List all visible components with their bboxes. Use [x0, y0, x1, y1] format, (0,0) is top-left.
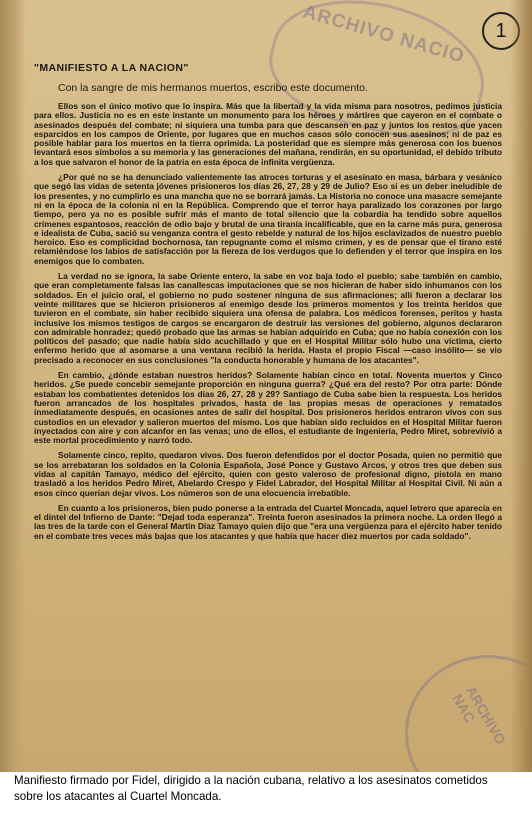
paragraph: En cuanto a los prisioneros, bien pudo ponerse a la entrada del Cuartel Moncada, aquel letrero que aparecía en el dintel del Infierno de Dante: "Dejad toda esperanza". Treinta fueron asesinados la primera noche. La orden llegó a las tres de la tarde con el General Martín Díaz Tamayo quien dijo que "era una vergüenza para el ejército haber tenido en el combate tres veces más bajas que los atacantes y que había que hacer diez muertos por cada soldado".	[34, 502, 502, 541]
archive-stamp-text: ARCHIVO NACIO	[300, 1, 467, 68]
paragraph: Solamente cinco, repito, quedaron vivos. Dos fueron defendidos por el doctor Posada, quien no permitió que se los arrebataran los soldados en la Colonia Española, José Ponce y Gustavo Arcos, y otros tres que deben sus vidas al capitán Tamayo, médico del ejército, quien con gesto valeroso de profesional digno, pistola en mano trasladó a los heridos Pedro Miret, Abelardo Crespo y Fidel Labrador, del Hospital Militar al Hospital Civil. Ni aún a esos cinco querían dejar vivos. Los números son de una elocuencia irrebatible.	[34, 450, 502, 498]
page-number: 1	[482, 12, 520, 50]
paragraph: En cambio, ¿dónde estaban nuestros heridos? Solamente habían cinco en total. Noventa muertos y Cinco heridos. ¿Se puede concebir semejante proporción en ninguna guerra? ¿Qué era del resto? Por otra parte: Dónde estaban los combatientes detenidos los días 26, 27, 28 y 29? Santiago de Cuba sabe bien la respuesta. Los heridos fueron arrancados de los hospitales privados, hasta de las propias mesas de operaciones y rematados inmediatamente después, en ocasiones antes de salir del hospital. Dos prisioneros heridos entraron vivos con sus custodios en un elevador y salieron muertos del mismo. Los que habían sido recluidos en el Hospital Militar fueron inyectados con aire y con alcanfor en las venas; uno de ellos, el estudiante de Ingeniería, Pedro Miret, sobrevivió a este mortal procedimiento y narró todo.	[34, 370, 502, 446]
bottom-stamp-text: ARCHIVO NAC	[449, 683, 510, 748]
manifesto-text	[34, 62, 502, 547]
document-intro: Con la sangre de mis hermanos muertos, escribo este documento.	[58, 82, 368, 94]
document-title: "MANIFIESTO A LA NACION"	[34, 62, 189, 74]
paragraph: La verdad no se ignora, la sabe Oriente entero, la sabe en voz baja todo el pueblo; sabe también en cambio, que eran completamente falsas las canallescas imputaciones que se nos hicieran de haber sido inhumanos con los soldados. En el juicio oral, el gobierno no pudo sostener ninguna de sus afirmaciones; allí fueron a declarar los veinte militares que se hicieron prisioneros al enemigo desde los primeros momentos y los treinta heridos que tuvieron en el combate, sin haber recibido siquiera una ofensa de palabra. Los médicos forenses, peritos y hasta inclusive los mismos testigos de cargos se encargaron de destruir las versiones del gobierno, algunos declararon con admirable honradez; quedó probado que las armas se habían adquirido en Cuba; que no había conexión con los políticos del pasado; que nadie había sido acuchillado y que en el Hospital Militar sólo hubo una víctima, cierto enfermo herido que al asomarse a una ventana recibió la herida. Hasta el propio Fiscal —caso insólito— se vio precisado a reconocer en sus conclusiones "la conducta honorable y humana de los atacantes".	[34, 271, 502, 365]
paragraph: ¿Por qué no se ha denunciado valientemente las atroces torturas y el asesinato en masa, bárbara y vesánico que segó las vidas de setenta jóvenes prisioneros los días 26, 27, 28 y 29 de Julio? Eso sí es un deber ineludible de los presentes, y no cumplirlo es una mancha que no se borrará jamás. La Historia no conoce una masacre semejante ni en la época de la colonia ni en la República. Comprendo que el terror haya paralizado los corazones por largo tiempo, pero ya no es posible sufrir más el manto de total silencio que la cobardía ha tendido sobre aquellos crímenes espantosos, reacción de odio bajo y brutal de una tiranía incalificable, que en la carne más pura, generosa e idealista de Cuba, sació su venganza contra el gesto rebelde y natural de los hijos esclavizados de nuestro pueblo heroico. Eso es complicidad bochornosa, tan repugnante como el mismo crimen, y es de pensar que el tirano esté relamiéndose los labios de satisfacción por la fiereza de los verdugos que lo defienden y el terror que inspira en los enemigos que lo combaten.	[34, 172, 502, 266]
paragraph: Ellos son el único motivo que lo inspira. Más que la libertad y la vida misma para nosotros, pedimos justicia para ellos. Justicia no es en este instante un monumento para los héroes y mártires que cayeron en el combate o asesinados después del combate; ni siquiera una tumba para que descansen en paz y juntos los restos que yacen esparcidos en los campos de Oriente, por lugares que en muchos casos sólo conocen sus asesinos; ni de paz es posible hablar para los muertos en la tierra oprimida. La posteridad que es siempre más generosa con los buenos levantará esos símbolos a su memoria y las generaciones del mañana, rendirán, en su oportunidad, el debido tributo a los que salvaron el honor de la patria en esta época de infinita vergüenza.	[34, 101, 502, 167]
image-caption: Manifiesto firmado por Fidel, dirigido a la nación cubana, relativo a los asesinatos cometidos sobre los atacantes al Cuartel Moncada.	[14, 774, 488, 803]
